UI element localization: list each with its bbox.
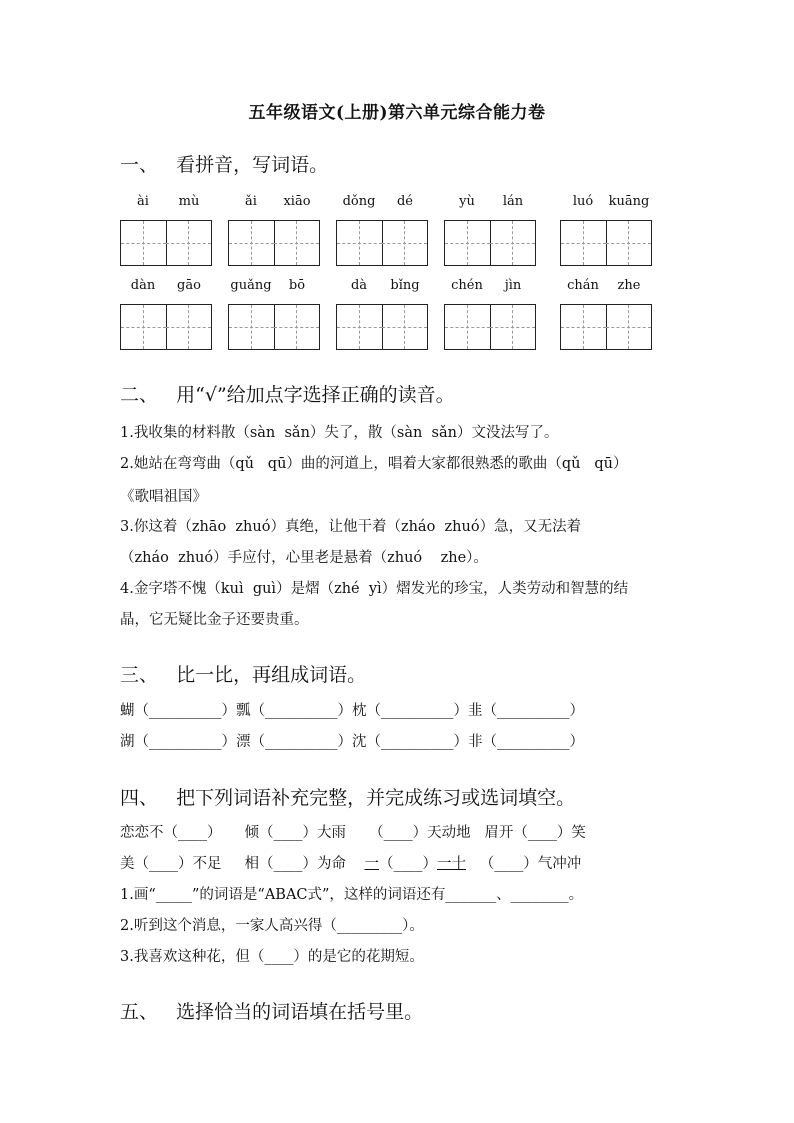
pinyin-group — [560, 278, 652, 296]
pinyin-syllable: chán — [567, 278, 599, 293]
pinyin-syllable: jìn — [504, 278, 522, 293]
pinyin-syllable: dà — [350, 278, 368, 293]
section-4-heading: 四、 把下列词语补充完整，并完成练习或选词填空。 — [120, 787, 576, 809]
pinyin-syllable: bō — [288, 278, 306, 293]
compare-word-line[interactable]: 蝴（__________）瓢（__________）枕（__________）韭（__________） — [120, 703, 584, 719]
pinyin-syllable: kuāng — [608, 194, 650, 209]
compare-word-line[interactable]: 湖（__________）漂（__________）沈（__________）非（__________） — [120, 734, 584, 750]
idiom-fill-line[interactable] — [120, 852, 581, 873]
pinyin-row-1 — [120, 194, 660, 212]
writing-box[interactable] — [120, 304, 212, 350]
section-5-heading: 五、 选择恰当的词语填在括号里。 — [120, 1001, 424, 1023]
writing-box[interactable] — [336, 304, 428, 350]
pinyin-syllable: bǐng — [390, 278, 420, 293]
pinyin-group — [120, 194, 212, 212]
section-2-heading: 二、 用“√”给加点字选择正确的读音。 — [120, 384, 455, 406]
writing-box[interactable] — [120, 220, 212, 266]
question-line: 3.你这着（zhāo zhuó）真绝，让他干着（zháo zhuó）急，又无法着 — [120, 519, 582, 535]
pinyin-syllable: zhe — [617, 278, 641, 293]
writing-box[interactable] — [444, 220, 536, 266]
underlined-char: 一 — [364, 856, 379, 872]
pinyin-group — [336, 278, 428, 296]
exercise-question[interactable]: 3.我喜欢这种花，但（____）的是它的花期短。 — [120, 949, 424, 965]
question-line: 2.她站在弯弯曲（qǔ qū）曲的河道上，唱着大家都很熟悉的歌曲（qǔ qū） — [120, 456, 628, 472]
question-line: 1.我收集的材料散（sàn sǎn）失了，散（sàn sǎn）文没法写了。 — [120, 425, 559, 441]
writing-box-row-1 — [120, 220, 660, 266]
writing-box[interactable] — [228, 220, 320, 266]
question-line: 晶，它无疑比金子还要贵重。 — [120, 612, 309, 628]
pinyin-syllable: dé — [396, 194, 413, 209]
pinyin-syllable: xiāo — [283, 194, 311, 209]
pinyin-syllable: ài — [137, 194, 149, 209]
question-line: 4.金字塔不愧（kuì guì）是熠（zhé yì）熠发光的珍宝，人类劳动和智慧的结 — [120, 581, 629, 597]
pinyin-syllable: yù — [459, 194, 475, 209]
pinyin-group — [228, 278, 320, 296]
idiom-fill-part: （____） — [378, 856, 437, 872]
pinyin-group — [444, 278, 536, 296]
page-title: 五年级语文(上册)第六单元综合能力卷 — [248, 103, 546, 123]
pinyin-syllable: lán — [502, 194, 524, 209]
question-line: 《歌唱祖国》 — [120, 489, 207, 505]
writing-box[interactable] — [336, 220, 428, 266]
pinyin-syllable: dàn — [130, 278, 156, 293]
writing-box[interactable] — [444, 304, 536, 350]
pinyin-syllable: gāo — [177, 278, 201, 293]
pinyin-group — [228, 194, 320, 212]
pinyin-syllable: mù — [178, 194, 200, 209]
pinyin-syllable: chén — [451, 278, 483, 293]
pinyin-syllable: guǎng — [230, 278, 272, 293]
pinyin-syllable: dǒng — [342, 194, 376, 209]
pinyin-row-2 — [120, 278, 660, 296]
idiom-fill-part: （____）气冲冲 — [465, 856, 582, 872]
section-3-heading: 三、 比一比，再组成词语。 — [120, 664, 367, 686]
pinyin-group — [560, 194, 652, 212]
pinyin-syllable: ǎi — [245, 194, 257, 209]
idiom-fill-line[interactable]: 恋恋不（____） 倾（____）大雨 （____）天动地 眉开（____）笑 — [120, 825, 586, 841]
writing-box[interactable] — [560, 304, 652, 350]
writing-box-row-2 — [120, 304, 660, 350]
pinyin-group — [336, 194, 428, 212]
idiom-fill-part: 美（____）不足 相（____）为命 — [120, 856, 365, 872]
exercise-question[interactable]: 1.画“_____”的词语是“ABAC式”，这样的词语还有_______、________。 — [120, 887, 584, 903]
pinyin-group — [444, 194, 536, 212]
writing-box[interactable] — [228, 304, 320, 350]
underlined-char: 一十 — [436, 856, 466, 872]
section-1-heading: 一、 看拼音，写词语。 — [120, 154, 329, 176]
question-line: （zháo zhuó）手应付，心里老是悬着（zhuó zhe）。 — [120, 550, 488, 566]
exercise-question[interactable]: 2.听到这个消息，一家人高兴得（_________）。 — [120, 918, 424, 934]
pinyin-syllable: luó — [572, 194, 594, 209]
pinyin-group — [120, 278, 212, 296]
writing-box[interactable] — [560, 220, 652, 266]
